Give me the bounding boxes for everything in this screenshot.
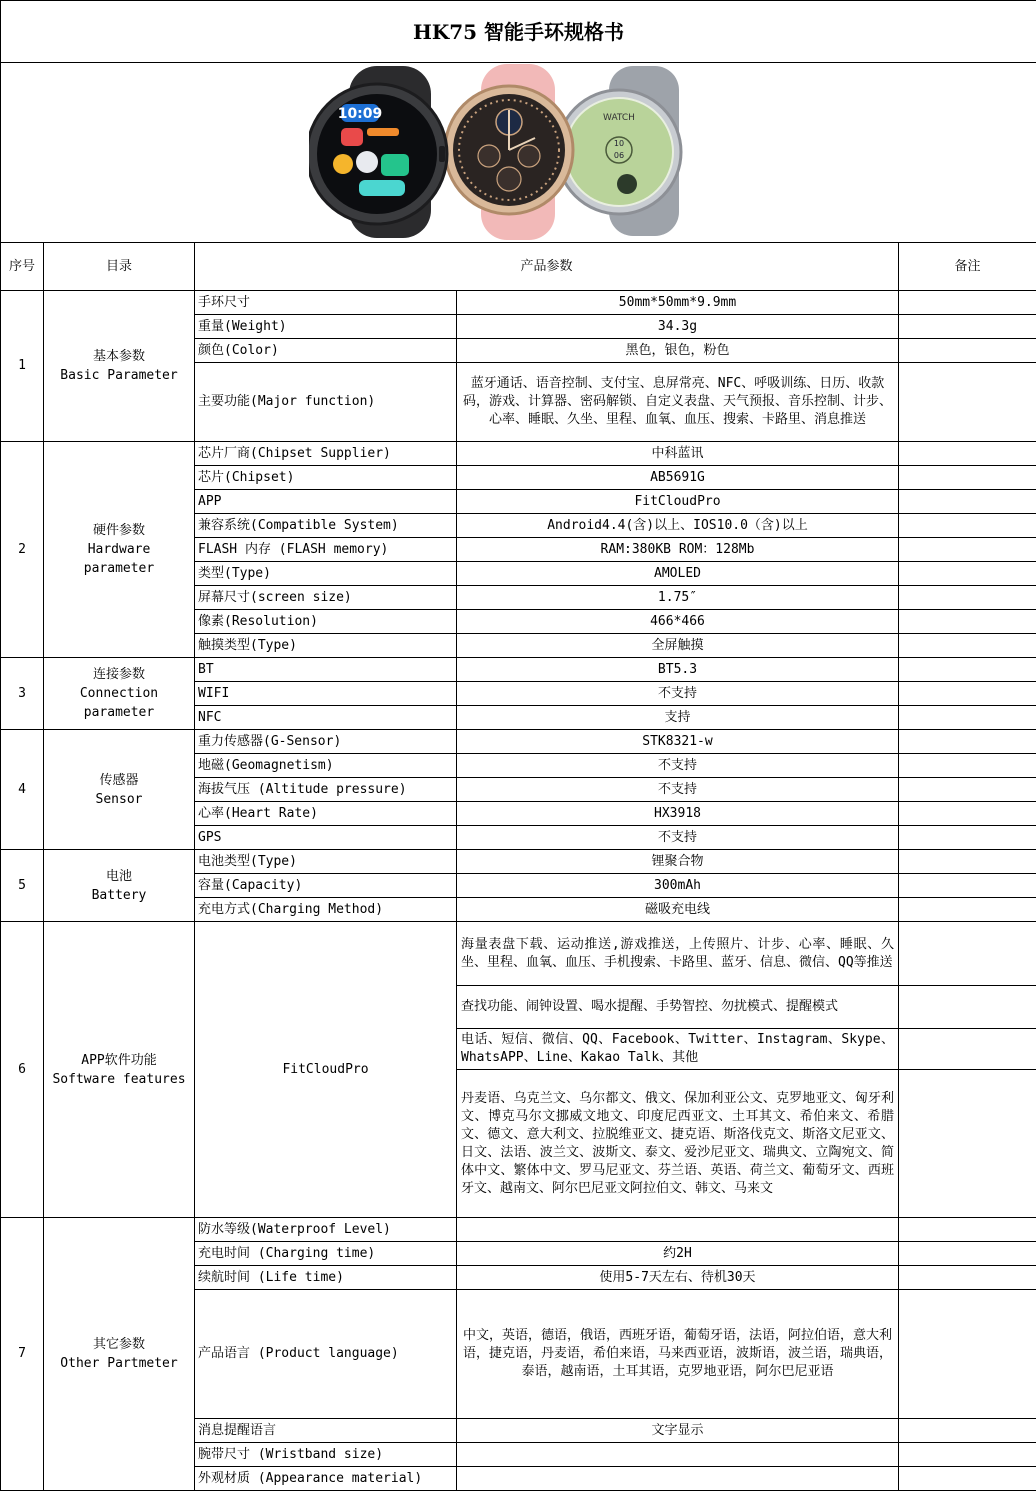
remark-cell — [899, 826, 1036, 850]
remark-cell — [899, 562, 1036, 586]
section-name-en: Hardware — [87, 542, 151, 557]
remark-cell — [899, 291, 1036, 315]
watch-grey — [557, 66, 681, 236]
remark-cell — [899, 514, 1036, 538]
section-no: 6 — [1, 922, 44, 1218]
section-no: 4 — [1, 730, 44, 850]
section-name-en2: parameter — [83, 561, 155, 576]
param-value: 不支持 — [457, 682, 899, 706]
param-value: 磁吸充电线 — [457, 898, 899, 922]
param-value — [457, 1467, 899, 1491]
param-value: 支持 — [457, 706, 899, 730]
param-label: 主要功能(Major function) — [195, 363, 457, 442]
section-name — [44, 850, 195, 922]
remark-cell — [899, 682, 1036, 706]
section-name-cn: 其它参数 — [92, 1337, 145, 1352]
param-label: 心率(Heart Rate) — [195, 802, 457, 826]
watch-black — [309, 66, 447, 238]
remark-cell — [899, 1242, 1036, 1266]
param-label: 像素(Resolution) — [195, 610, 457, 634]
remark-cell — [899, 754, 1036, 778]
param-value: 不支持 — [457, 754, 899, 778]
param-value: 466*466 — [457, 610, 899, 634]
param-label: 产品语言 (Product language) — [195, 1290, 457, 1419]
feature-text: 海量表盘下载、运动推送,游戏推送，上传照片、计步、心率、睡眠、久坐、里程、血氧、血压、手机搜索、卡路里、蓝牙、信息、微信、QQ等推送 — [457, 922, 899, 986]
section-name-en: Other Partmeter — [60, 1356, 178, 1371]
param-value: 约2H — [457, 1242, 899, 1266]
param-value: STK8321-w — [457, 730, 899, 754]
section-name — [44, 922, 195, 1218]
param-label: 重量(Weight) — [195, 315, 457, 339]
param-label: 充电方式(Charging Method) — [195, 898, 457, 922]
param-label: 续航时间 (Life time) — [195, 1266, 457, 1290]
param-label: 类型(Type) — [195, 562, 457, 586]
section-name-cn: APP软件功能 — [81, 1052, 157, 1068]
param-label: 手环尺寸 — [195, 291, 457, 315]
header-catalog: 目录 — [44, 243, 195, 291]
header-remarks: 备注 — [899, 243, 1036, 291]
param-value: 蓝牙通话、语音控制、支付宝、息屏常亮、NFC、呼吸训练、日历、收款码，游戏、计算器、密码解锁、自定义表盘、天气预报、音乐控制、计步、心率、睡眠、久坐、里程、血氧、血压、搜索、卡路里、消息推送 — [457, 363, 899, 442]
remark-cell — [899, 922, 1036, 986]
app-name: FitCloudPro — [195, 922, 457, 1218]
remark-cell — [899, 1467, 1036, 1491]
section-no: 7 — [1, 1218, 44, 1491]
section-name-cn: 电池 — [105, 868, 132, 884]
section-name-en: Sensor — [95, 791, 143, 807]
param-value: 锂聚合物 — [457, 850, 899, 874]
remark-cell — [899, 339, 1036, 363]
watch-pink — [445, 64, 573, 240]
remark-cell — [899, 850, 1036, 874]
param-value: 文字显示 — [457, 1419, 899, 1443]
feature-text: 丹麦语、乌克兰文、乌尔都文、俄文、保加利亚公文、克罗地亚文、匈牙利文、博克马尔文挪威文地文、印度尼西亚文、土耳其文、希伯来文、希腊文、德文、意大利文、拉脱维亚文、捷克语、斯洛伐克文、斯洛文尼亚文、日文、法语、波兰文、波斯文、泰文、爱沙尼亚文、瑞典文、立陶宛文、简体中文、繁体中文、罗马尼亚文、芬兰语、英语、荷兰文、葡萄牙文、西班牙文、越南文、阿尔巴尼亚文阿拉伯文、韩文、马来文 — [457, 1070, 899, 1218]
param-value: Android4.4(含)以上、IOS10.0（含)以上 — [457, 514, 899, 538]
param-value: BT5.3 — [457, 658, 899, 682]
param-label: 芯片厂商(Chipset Supplier) — [195, 442, 457, 466]
param-value: RAM:380KB ROM：128Mb — [457, 538, 899, 562]
feature-text: 电话、短信、微信、QQ、Facebook、Twitter、Instagram、Skype、WhatsAPP、Line、Kakao Talk、其他 — [457, 1029, 899, 1070]
header-no: 序号 — [1, 243, 44, 291]
param-value: 使用5-7天左右、待机30天 — [457, 1266, 899, 1290]
section-name-en: Battery — [91, 887, 147, 903]
remark-cell — [899, 1266, 1036, 1290]
remark-cell — [899, 634, 1036, 658]
page-title: HK75 智能手环规格书 — [1, 1, 1036, 63]
param-value — [457, 1218, 899, 1242]
param-label: 消息提醒语言 — [195, 1419, 457, 1443]
remark-cell — [899, 778, 1036, 802]
remark-cell — [899, 986, 1036, 1029]
param-label: 屏幕尺寸(screen size) — [195, 586, 457, 610]
param-label: 颜色(Color) — [195, 339, 457, 363]
param-value: 黑色，银色，粉色 — [457, 339, 899, 363]
param-label: 防水等级(Waterproof Level) — [195, 1218, 457, 1242]
param-label: BT — [195, 658, 457, 682]
remark-cell — [899, 802, 1036, 826]
param-value: HX3918 — [457, 802, 899, 826]
param-label: 腕带尺寸 (Wristband size) — [195, 1443, 457, 1467]
remark-cell — [899, 538, 1036, 562]
param-value: 1.75″ — [457, 586, 899, 610]
param-label: 地磁(Geomagnetism) — [195, 754, 457, 778]
remark-cell — [899, 898, 1036, 922]
remark-cell — [899, 610, 1036, 634]
remark-cell — [899, 1443, 1036, 1467]
param-value — [457, 1443, 899, 1467]
watch-grey-num-top: 10 — [613, 138, 624, 148]
param-label: 海拔气压 (Altitude pressure) — [195, 778, 457, 802]
feature-text: 查找功能、闹钟设置、喝水提醒、手势智控、勿扰模式、提醒模式 — [457, 986, 899, 1029]
param-label: 充电时间 (Charging time) — [195, 1242, 457, 1266]
param-label: 重力传感器(G-Sensor) — [195, 730, 457, 754]
param-value: 不支持 — [457, 778, 899, 802]
remark-cell — [899, 442, 1036, 466]
param-value: 中科蓝讯 — [457, 442, 899, 466]
section-no: 1 — [1, 291, 44, 442]
param-label: WIFI — [195, 682, 457, 706]
header-params: 产品参数 — [195, 243, 899, 291]
section-no: 5 — [1, 850, 44, 922]
section-name — [44, 730, 195, 850]
section-name — [44, 1218, 195, 1491]
remark-cell — [899, 466, 1036, 490]
remark-cell — [899, 363, 1036, 442]
param-label: 电池类型(Type) — [195, 850, 457, 874]
section-name — [44, 291, 195, 442]
section-name-en2: parameter — [83, 705, 155, 720]
param-label: 兼容系统(Compatible System) — [195, 514, 457, 538]
remark-cell — [899, 658, 1036, 682]
section-name-cn: 硬件参数 — [92, 523, 145, 538]
watch-grey-label: WATCH — [602, 112, 635, 123]
remark-cell — [899, 586, 1036, 610]
watch-black-time: 10:09 — [337, 105, 382, 122]
param-label: GPS — [195, 826, 457, 850]
remark-cell — [899, 1218, 1036, 1242]
remark-cell — [899, 315, 1036, 339]
param-label: APP — [195, 490, 457, 514]
param-label: 触摸类型(Type) — [195, 634, 457, 658]
section-name-en: Software features — [52, 1071, 186, 1087]
remark-cell — [899, 706, 1036, 730]
param-label: 外观材质 (Appearance material) — [195, 1467, 457, 1491]
remark-cell — [899, 874, 1036, 898]
param-value: 34.3g — [457, 315, 899, 339]
param-value: 中文，英语，德语，俄语，西班牙语，葡萄牙语，法语，阿拉伯语，意大利语，捷克语，丹麦语，希伯来语，马来西亚语，波斯语，波兰语，瑞典语，泰语，越南语，土耳其语，克罗地亚语，阿尔巴尼亚语 — [457, 1290, 899, 1419]
param-value: FitCloudPro — [457, 490, 899, 514]
param-value: 50mm*50mm*9.9mm — [457, 291, 899, 315]
remark-cell — [899, 730, 1036, 754]
section-name-cn: 传感器 — [99, 772, 139, 788]
param-value: AMOLED — [457, 562, 899, 586]
param-value: AB5691G — [457, 466, 899, 490]
section-name-cn: 连接参数 — [92, 667, 145, 682]
product-image — [309, 64, 729, 242]
product-image-cell — [1, 63, 1036, 243]
param-label: NFC — [195, 706, 457, 730]
section-name — [44, 658, 195, 730]
section-name — [44, 442, 195, 658]
remark-cell — [899, 490, 1036, 514]
section-name-en: Connection — [79, 686, 159, 701]
param-value: 全屏触摸 — [457, 634, 899, 658]
section-no: 2 — [1, 442, 44, 658]
section-no: 3 — [1, 658, 44, 730]
param-value: 不支持 — [457, 826, 899, 850]
remark-cell — [899, 1029, 1036, 1070]
param-label: FLASH 内存 (FLASH memory) — [195, 538, 457, 562]
section-name-en: Basic Parameter — [60, 368, 178, 383]
param-label: 芯片(Chipset) — [195, 466, 457, 490]
remark-cell — [899, 1419, 1036, 1443]
watch-grey-num-bottom: 06 — [613, 150, 624, 160]
param-value: 300mAh — [457, 874, 899, 898]
param-label: 容量(Capacity) — [195, 874, 457, 898]
remark-cell — [899, 1070, 1036, 1218]
section-name-cn: 基本参数 — [92, 349, 145, 364]
remark-cell — [899, 1290, 1036, 1419]
